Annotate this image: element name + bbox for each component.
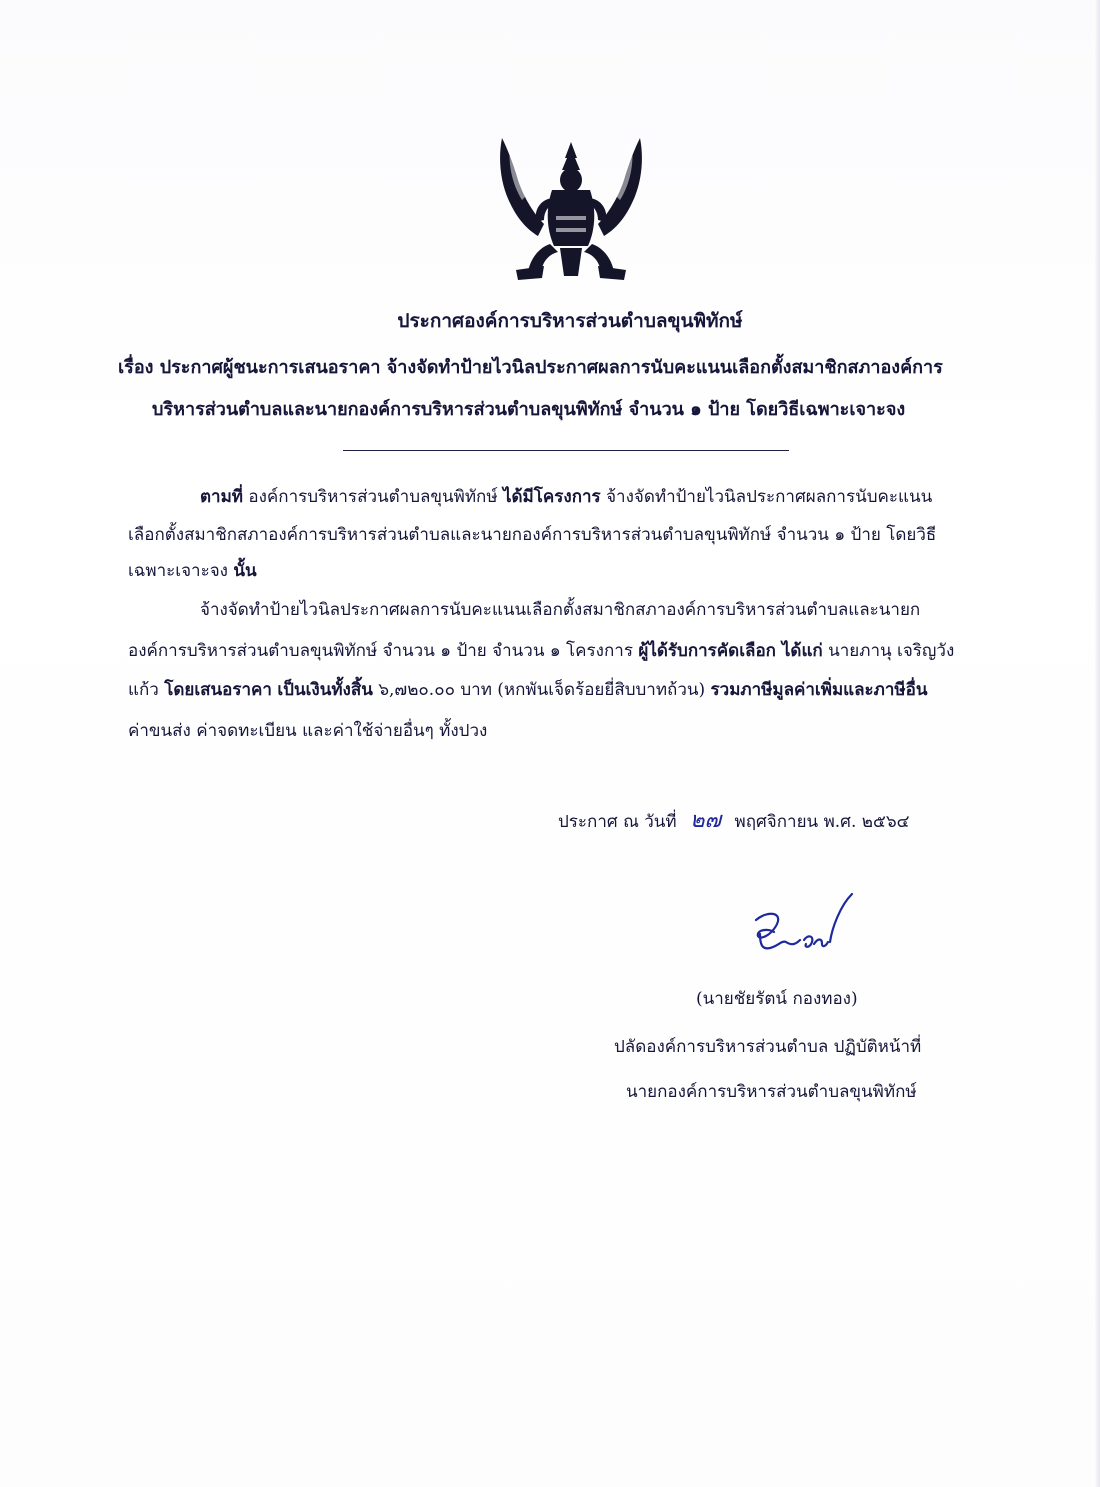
paragraph-2-line-1: จ้างจัดทำป้ายไวนิลประกาศผลการนับคะแนนเลือกตั้งสมาชิกสภาองค์การบริหารส่วนตำบลและนายก [200,600,921,620]
subject-label: เรื่อง [118,357,154,378]
para2-line3-bold-1: โดยเสนอราคา [164,680,272,700]
subject-text-1: ประกาศผู้ชนะการเสนอราคา จ้างจัดทำป้ายไวนิลประกาศผลการนับคะแนนเลือกตั้งสมาชิกสภาองค์การ [159,357,943,378]
para1-text-b: จ้างจัดทำป้ายไวนิลประกาศผลการนับคะแนน [606,487,933,507]
para2-line3-bold-2: เป็นเงินทั้งสิ้น [277,680,373,700]
para1-bold-start: ตามที่ [200,487,243,507]
para2-line2-bold: ผู้ได้รับการคัดเลือก ได้แก่ [638,641,823,661]
scan-edge-shadow [1094,0,1100,1487]
paragraph-1-line-3 [128,558,257,584]
announcement-subject-line-2: บริหารส่วนตำบลและนายกองค์การบริหารส่วนตำบลขุนพิทักษ์ จำนวน ๑ ป้าย โดยวิธีเฉพาะเจาะจง [152,399,906,420]
paragraph-1-line-2: เลือกตั้งสมาชิกสภาองค์การบริหารส่วนตำบลและนายกองค์การบริหารส่วนตำบลขุนพิทักษ์ จำนวน ๑ ป้าย โดยวิธี [128,525,937,545]
para2-line3-text-a: แก้ว [128,680,159,700]
signatory-position-1: ปลัดองค์การบริหารส่วนตำบล ปฏิบัติหน้าที่ [614,1037,922,1057]
date-prefix: ประกาศ ณ วันที่ [558,812,677,832]
date-day-handwritten: ๒๗ [690,808,722,833]
announcement-agency: ประกาศองค์การบริหารส่วนตำบลขุนพิทักษ์ [397,310,743,332]
handwritten-signature-icon [748,888,862,968]
para2-line2-text-b: นายภานุ เจริญวัง [828,641,955,661]
para2-line3-text-b: ๖,๗๒๐.๐๐ บาท (หกพันเจ็ดร้อยยี่สิบบาทถ้วน) [378,680,706,700]
announcement-subject-line-1 [118,355,943,381]
paragraph-2-line-2 [128,638,954,664]
para2-line3-bold-3: รวมภาษีมูลค่าเพิ่มและภาษีอื่น [710,680,928,700]
para2-line2-text-a: องค์การบริหารส่วนตำบลขุนพิทักษ์ จำนวน ๑ ป้าย จำนวน ๑ โครงการ [128,641,633,661]
paragraph-2-line-4: ค่าขนส่ง ค่าจดทะเบียน และค่าใช้จ่ายอื่นๆ ทั้งปวง [128,721,488,741]
para1-line3-bold: นั้น [233,561,257,581]
announcement-date [558,808,910,835]
para1-bold-project: ได้มีโครงการ [502,487,601,507]
paragraph-1-line-1 [200,484,932,510]
heading-divider [343,450,789,451]
signatory-position-2: นายกองค์การบริหารส่วนตำบลขุนพิทักษ์ [626,1082,917,1102]
signatory-name: (นายชัยรัตน์ กองทอง) [696,989,858,1009]
para1-line3-text: เฉพาะเจาะจง [128,561,228,581]
date-month-year: พฤศจิกายน พ.ศ. ๒๕๖๔ [734,812,910,832]
garuda-emblem-icon [494,128,648,284]
paragraph-2-line-3 [128,677,927,703]
para1-text-a: องค์การบริหารส่วนตำบลขุนพิทักษ์ [248,487,498,507]
